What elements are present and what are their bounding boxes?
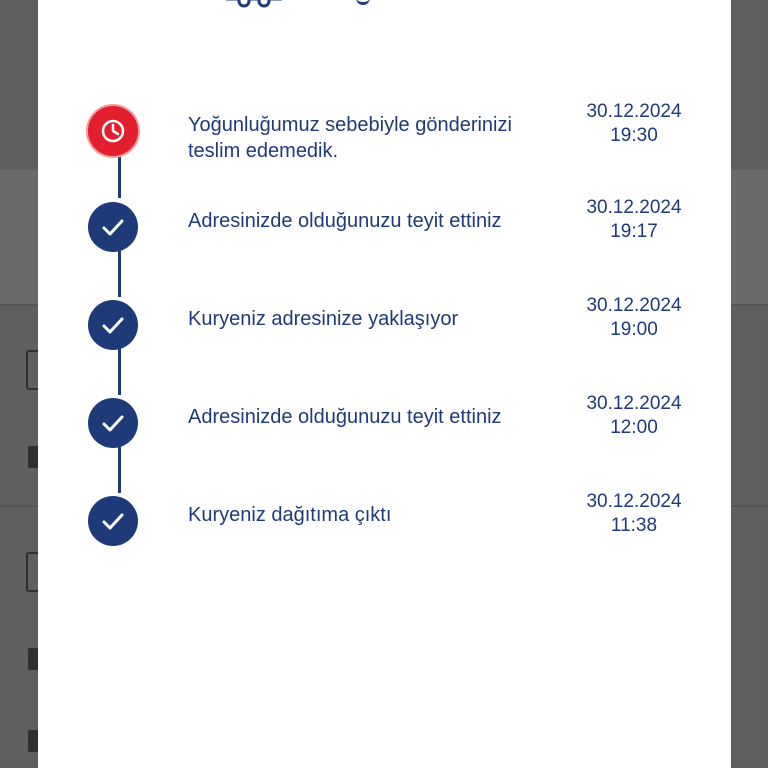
- step-date: 30.12.2024: [586, 491, 682, 512]
- step-description: Adresinizde olduğunuzu teyit ettiniz: [188, 210, 502, 232]
- tracking-step: [38, 393, 731, 458]
- step-date: 30.12.2024: [586, 197, 682, 218]
- step-time: 19:00: [610, 319, 658, 340]
- step-description: Kuryeniz adresinize yaklaşıyor: [188, 308, 459, 330]
- check-icon: [99, 213, 127, 241]
- step-time: 19:30: [610, 125, 658, 146]
- step-time: 11:38: [610, 515, 658, 536]
- check-icon: [99, 311, 127, 339]
- clock-icon: [100, 118, 126, 144]
- step-description: Adresinizde olduğunuzu teyit ettiniz: [188, 406, 502, 428]
- step-date: 30.12.2024: [586, 101, 682, 122]
- step-description: Kuryeniz dağıtıma çıktı: [188, 504, 392, 526]
- check-icon: [99, 507, 127, 535]
- tracking-step: [38, 101, 731, 166]
- tracking-step: [38, 197, 731, 262]
- step-date: 30.12.2024: [586, 393, 682, 414]
- step-time: 19:17: [610, 221, 658, 242]
- step-description: Yoğunluğumuz sebebiyle gönderinizi teslim edemedik.: [188, 114, 512, 162]
- header-title-fragment: [356, 0, 370, 5]
- status-badge: [88, 496, 138, 546]
- delivery-vehicle-icon: [224, 0, 284, 12]
- tracking-step: [38, 295, 731, 360]
- tracking-step: [38, 491, 731, 556]
- status-badge: [88, 398, 138, 448]
- status-badge: [88, 300, 138, 350]
- step-date: 30.12.2024: [586, 295, 682, 316]
- status-badge: [88, 106, 138, 156]
- check-icon: [99, 409, 127, 437]
- shipment-tracking-modal: [38, 0, 731, 768]
- status-badge: [88, 202, 138, 252]
- step-time: 12:00: [610, 417, 658, 438]
